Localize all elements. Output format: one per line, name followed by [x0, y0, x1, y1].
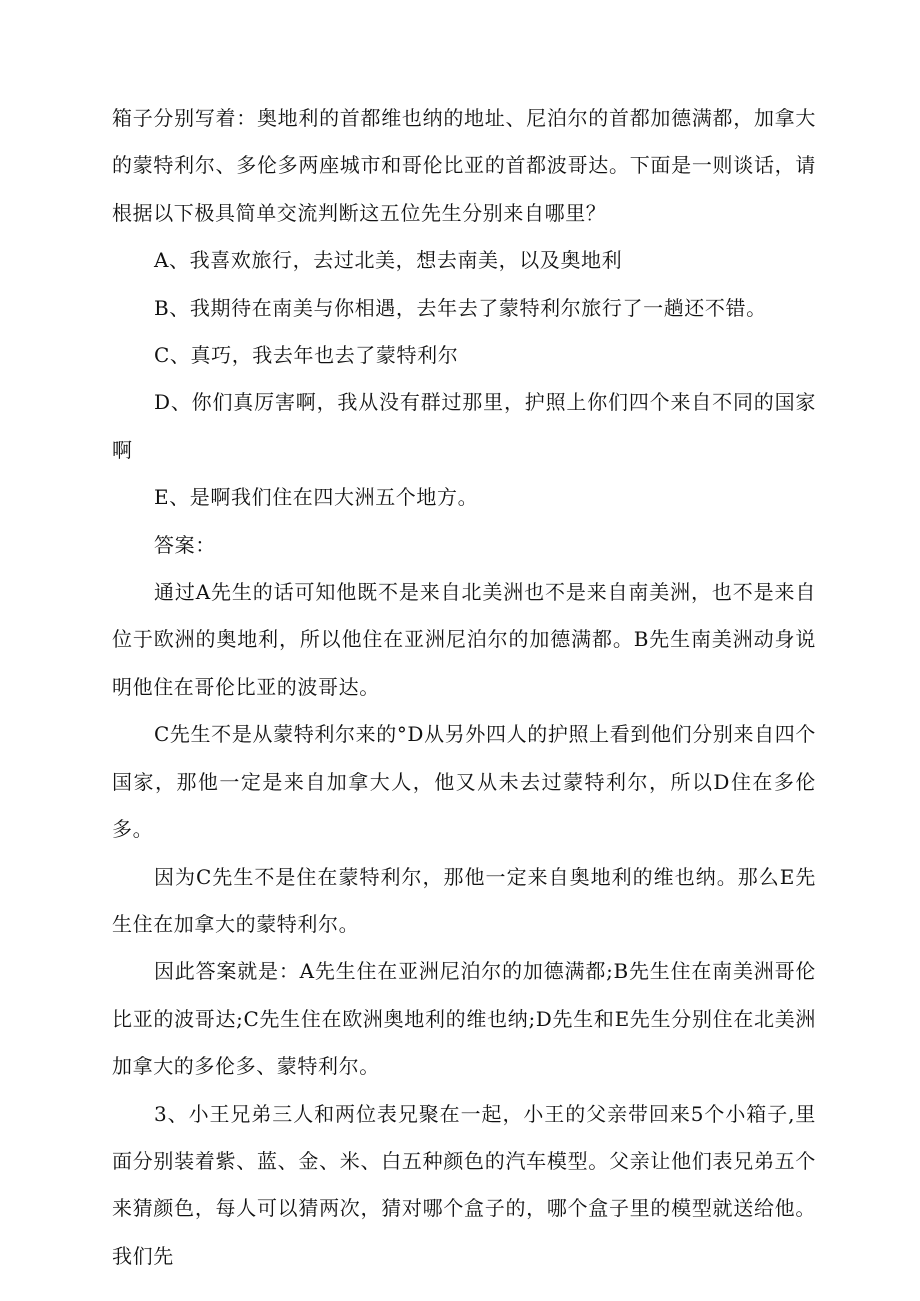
paragraph-question-3: 3、小王兄弟三人和两位表兄聚在一起，小王的父亲带回来5个小箱子,里面分别装着紫、蓝、金、米、白五种颜色的汽车模型。父亲让他们表兄弟五个来猜颜色，每人可以猜两次，猜对哪个盒子的，哪个盒子里的模型就送给他。我们先: [112, 1101, 816, 1268]
paragraph-statement-d: D、你们真厉害啊，我从没有群过那里，护照上你们四个来自不同的国家啊: [112, 390, 816, 462]
paragraph-answer-heading: 答案：: [154, 532, 216, 557]
paragraph-answer-e: 因为C先生不是住在蒙特利尔，那他一定来自奥地利的维也纳。那么E先生住在加拿大的蒙特利尔。: [112, 864, 816, 936]
paragraph-answer-summary: 因此答案就是：A先生住在亚洲尼泊尔的加德满都;B先生住在南美洲哥伦比亚的波哥达;C先生住在欧洲奥地利的维也纳;D先生和E先生分别住在北美洲加拿大的多伦多、蒙特利尔。: [112, 959, 816, 1079]
paragraph-statement-b: B、我期待在南美与你相遇，去年去了蒙特利尔旅行了一趟还不错。: [154, 295, 767, 320]
paragraph-statement-e: E、是啊我们住在四大洲五个地方。: [154, 485, 479, 510]
paragraph-statement-c: C、真巧，我去年也去了蒙特利尔: [154, 343, 459, 368]
document-page: [112, 95, 816, 1280]
paragraph-statement-a: A、我喜欢旅行，去过北美，想去南美，以及奥地利: [154, 248, 623, 273]
paragraph-answer-cd: C先生不是从蒙特利尔来的°D从另外四人的护照上看到他们分别来自四个国家，那他一定是来自加拿大人，他又从未去过蒙特利尔，所以D住在多伦多。: [112, 722, 816, 842]
paragraph-answer-ab: 通过A先生的话可知他既不是来自北美洲也不是来自南美洲，也不是来自位于欧洲的奥地利，所以他住在亚洲尼泊尔的加德满都。B先生南美洲动身说明他住在哥伦比亚的波哥达。: [112, 580, 816, 699]
paragraph-intro: 箱子分别写着：奥地利的首都维也纳的地址、尼泊尔的首都加德满都，加拿大的蒙特利尔、多伦多两座城市和哥伦比亚的首都波哥达。下面是一则谈话，请根据以下极具简单交流判断这五位先生分别来自哪里？: [112, 106, 816, 225]
